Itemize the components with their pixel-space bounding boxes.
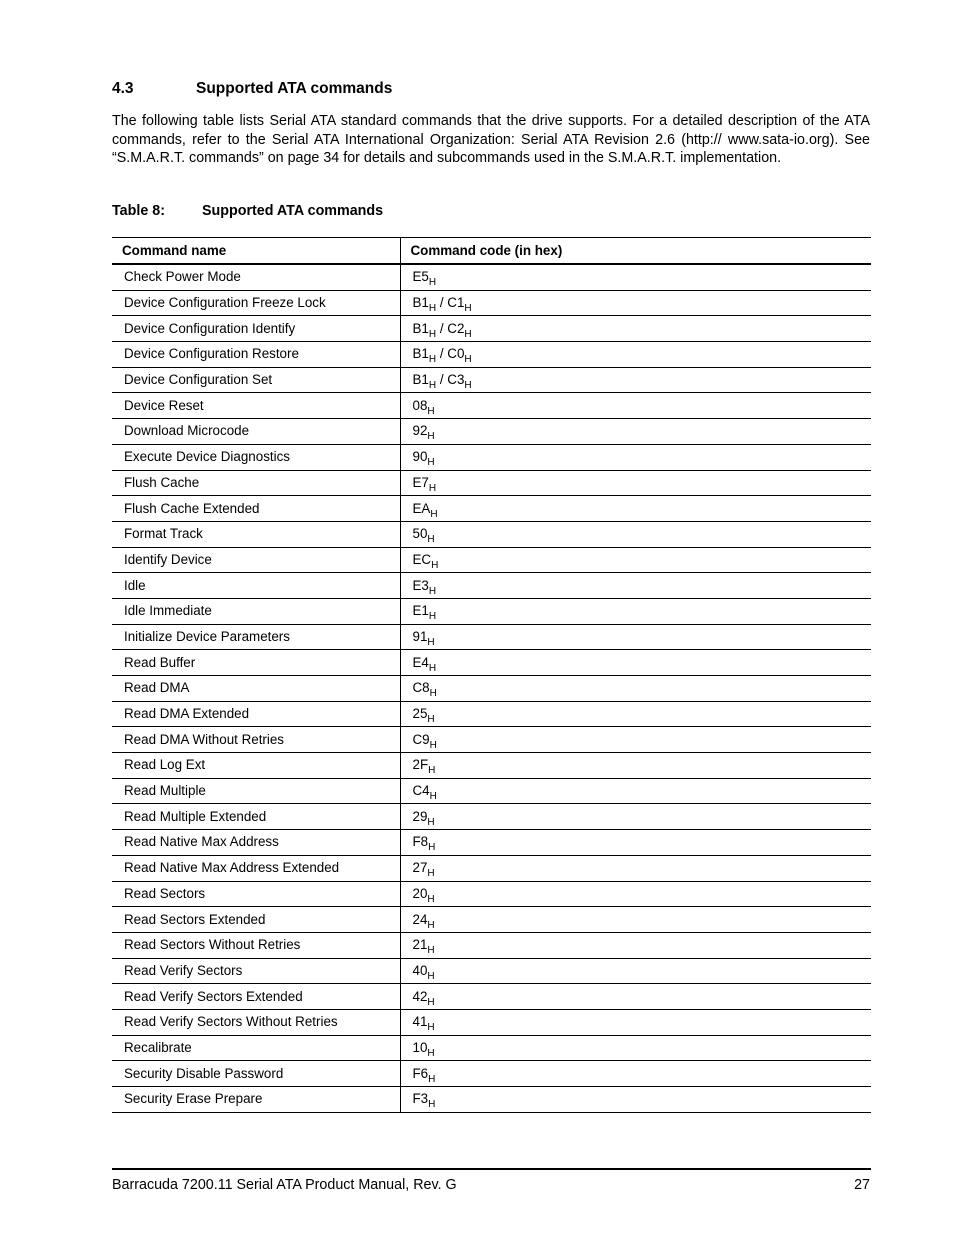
command-code-value: E1 (412, 603, 429, 619)
command-code-cell (400, 676, 871, 702)
command-code-value: 21 (412, 937, 428, 953)
command-code-cell (400, 753, 871, 779)
table-row (112, 444, 871, 470)
hex-suffix: H (427, 457, 435, 469)
command-name-cell: Read Native Max Address Extended (112, 855, 400, 881)
command-code-value: 42 (412, 988, 428, 1004)
table-row (112, 624, 871, 650)
command-code-cell (400, 470, 871, 496)
command-code-value: C8 (412, 680, 430, 696)
hex-suffix: H (428, 842, 436, 854)
section-title: Supported ATA commands (196, 80, 393, 97)
command-code-value: 2F (412, 757, 429, 773)
command-name-cell: Format Track (112, 521, 400, 547)
command-code-value: B1 (412, 320, 429, 336)
command-code-value: 41 (412, 1014, 428, 1030)
command-code-cell (400, 547, 871, 573)
command-code-value: 90 (412, 449, 428, 465)
table-row (112, 264, 871, 290)
table-row (112, 753, 871, 779)
command-code-value: F8 (412, 834, 429, 850)
command-name-cell: Download Microcode (112, 419, 400, 445)
hex-suffix: H (429, 791, 437, 803)
table-caption (112, 203, 383, 219)
command-code-cell (400, 804, 871, 830)
command-code-cell (400, 1061, 871, 1087)
hex-suffix: H (464, 354, 472, 366)
command-code-cell (400, 290, 871, 316)
hex-suffix: H (428, 354, 437, 366)
hex-suffix: H (428, 765, 436, 777)
command-code-cell (400, 701, 871, 727)
hex-suffix: H (428, 328, 437, 340)
hex-suffix: H (429, 688, 437, 700)
hex-suffix: H (428, 380, 437, 392)
command-code-value: EC (412, 551, 432, 567)
command-name-cell: Idle Immediate (112, 598, 400, 624)
ata-commands-table (112, 237, 871, 1113)
table-row (112, 1035, 871, 1061)
hex-suffix: H (428, 585, 437, 597)
hex-suffix: H (431, 559, 439, 571)
command-code-cell (400, 958, 871, 984)
table-header-row (112, 238, 871, 265)
command-code-cell (400, 367, 871, 393)
command-name-cell: Read Sectors Extended (112, 907, 400, 933)
command-name-cell: Identify Device (112, 547, 400, 573)
hex-suffix: H (427, 534, 435, 546)
table-row (112, 290, 871, 316)
hex-suffix: H (427, 636, 435, 648)
command-name-cell: Device Configuration Set (112, 367, 400, 393)
command-code-value: 08 (412, 397, 428, 413)
command-name-cell: Recalibrate (112, 1035, 400, 1061)
hex-suffix: H (427, 1022, 435, 1034)
command-name-cell: Device Reset (112, 393, 400, 419)
command-name-cell: Check Power Mode (112, 264, 400, 290)
command-code-cell (400, 984, 871, 1010)
command-code-value: / C1 (436, 295, 465, 311)
command-code-value: / C0 (436, 346, 465, 362)
section-heading (112, 80, 392, 98)
header-command-code: Command code (in hex) (400, 238, 871, 265)
command-code-cell (400, 932, 871, 958)
command-code-value: 92 (412, 423, 428, 439)
table-row (112, 419, 871, 445)
table-row (112, 907, 871, 933)
command-name-cell: Read DMA Extended (112, 701, 400, 727)
command-code-cell (400, 264, 871, 290)
table-row (112, 521, 871, 547)
hex-suffix: H (427, 816, 435, 828)
table-row (112, 958, 871, 984)
command-code-value: E3 (412, 577, 429, 593)
command-code-value: B1 (412, 346, 429, 362)
hex-suffix: H (429, 739, 437, 751)
table-row (112, 470, 871, 496)
command-code-value: E4 (412, 654, 429, 670)
command-code-value: E7 (412, 474, 429, 490)
command-code-cell (400, 727, 871, 753)
command-code-cell (400, 907, 871, 933)
footer-divider (112, 1168, 871, 1170)
command-code-value: / C3 (436, 372, 465, 388)
command-name-cell: Read Buffer (112, 650, 400, 676)
hex-suffix: H (428, 1099, 436, 1111)
table-row (112, 778, 871, 804)
command-name-cell: Read Log Ext (112, 753, 400, 779)
command-code-cell (400, 419, 871, 445)
command-name-cell: Security Disable Password (112, 1061, 400, 1087)
hex-suffix: H (427, 919, 435, 931)
table-row (112, 804, 871, 830)
header-command-name: Command name (112, 238, 400, 265)
hex-suffix: H (428, 303, 437, 315)
command-name-cell: Initialize Device Parameters (112, 624, 400, 650)
command-name-cell: Read DMA (112, 676, 400, 702)
table-row (112, 727, 871, 753)
command-code-value: F3 (412, 1091, 429, 1107)
command-code-value: 27 (412, 860, 428, 876)
table-row (112, 1061, 871, 1087)
table-row (112, 932, 871, 958)
command-code-value: B1 (412, 295, 429, 311)
command-name-cell: Read Sectors Without Retries (112, 932, 400, 958)
table-row (112, 1009, 871, 1035)
hex-suffix: H (427, 868, 435, 880)
hex-suffix: H (427, 1047, 435, 1059)
table-row (112, 1087, 871, 1113)
hex-suffix: H (464, 303, 472, 315)
command-code-value: EA (412, 500, 431, 516)
command-code-value: C9 (412, 731, 430, 747)
command-name-cell: Device Configuration Restore (112, 342, 400, 368)
command-code-cell (400, 881, 871, 907)
hex-suffix: H (464, 328, 472, 340)
command-code-cell (400, 1035, 871, 1061)
hex-suffix: H (427, 714, 435, 726)
command-code-cell (400, 624, 871, 650)
hex-suffix: H (427, 893, 435, 905)
hex-suffix: H (428, 482, 437, 494)
table-row (112, 393, 871, 419)
command-name-cell: Read Verify Sectors Without Retries (112, 1009, 400, 1035)
command-code-cell (400, 573, 871, 599)
hex-suffix: H (428, 1073, 436, 1085)
command-name-cell: Flush Cache Extended (112, 496, 400, 522)
hex-suffix: H (428, 277, 437, 289)
command-code-value: B1 (412, 372, 429, 388)
command-name-cell: Security Erase Prepare (112, 1087, 400, 1113)
command-name-cell: Read Verify Sectors Extended (112, 984, 400, 1010)
command-name-cell: Flush Cache (112, 470, 400, 496)
command-code-cell (400, 316, 871, 342)
command-code-value: 10 (412, 1039, 428, 1055)
command-name-cell: Idle (112, 573, 400, 599)
hex-suffix: H (427, 996, 435, 1008)
table-row (112, 316, 871, 342)
command-name-cell: Read Multiple (112, 778, 400, 804)
command-name-cell: Execute Device Diagnostics (112, 444, 400, 470)
hex-suffix: H (430, 508, 438, 520)
command-name-cell: Read DMA Without Retries (112, 727, 400, 753)
section-number: 4.3 (112, 80, 134, 97)
command-code-value: 25 (412, 706, 428, 722)
command-name-cell: Read Multiple Extended (112, 804, 400, 830)
command-code-value: E5 (412, 269, 429, 285)
command-code-value: / C2 (436, 320, 465, 336)
table-caption-title: Supported ATA commands (202, 203, 384, 219)
table-body (112, 264, 871, 1112)
table-row (112, 881, 871, 907)
hex-suffix: H (464, 380, 472, 392)
table-caption-label: Table 8: (112, 203, 165, 219)
hex-suffix: H (427, 945, 435, 957)
table-row (112, 342, 871, 368)
table-row (112, 676, 871, 702)
command-code-cell (400, 342, 871, 368)
command-code-value: 29 (412, 808, 428, 824)
intro-paragraph: The following table lists Serial ATA standard commands that the drive supports. For a detailed description of the ATA commands, refer to the Serial ATA International Organization: Serial ATA Revision 2.6 (http:// www.sata-io.org). See “S.M.A.R.T. commands” on page 34 for details and subcommands used in the S.M.A.R.T. implementation. (112, 113, 870, 167)
table-row (112, 830, 871, 856)
command-code-cell (400, 496, 871, 522)
command-code-cell (400, 1009, 871, 1035)
table-row (112, 496, 871, 522)
footer-page-number: 27 (854, 1177, 870, 1193)
table-row (112, 598, 871, 624)
hex-suffix: H (427, 405, 435, 417)
hex-suffix: H (428, 611, 437, 623)
command-code-cell (400, 393, 871, 419)
command-code-cell (400, 1087, 871, 1113)
command-code-cell (400, 650, 871, 676)
command-code-cell (400, 855, 871, 881)
command-name-cell: Device Configuration Identify (112, 316, 400, 342)
command-code-value: C4 (412, 783, 430, 799)
command-code-cell (400, 598, 871, 624)
command-code-value: 50 (412, 526, 428, 542)
command-name-cell: Read Native Max Address (112, 830, 400, 856)
command-code-cell (400, 521, 871, 547)
table-row (112, 547, 871, 573)
command-code-cell (400, 778, 871, 804)
table-row (112, 367, 871, 393)
table-row (112, 650, 871, 676)
command-code-value: F6 (412, 1065, 429, 1081)
command-code-cell (400, 830, 871, 856)
command-name-cell: Device Configuration Freeze Lock (112, 290, 400, 316)
command-code-value: 20 (412, 885, 428, 901)
table-row (112, 984, 871, 1010)
command-code-value: 91 (412, 628, 428, 644)
command-code-value: 24 (412, 911, 428, 927)
command-name-cell: Read Sectors (112, 881, 400, 907)
hex-suffix: H (427, 431, 435, 443)
command-name-cell: Read Verify Sectors (112, 958, 400, 984)
command-code-value: 40 (412, 962, 428, 978)
table-row (112, 855, 871, 881)
table-row (112, 701, 871, 727)
footer-manual-title: Barracuda 7200.11 Serial ATA Product Manual, Rev. G (112, 1177, 457, 1193)
hex-suffix: H (428, 662, 437, 674)
table-row (112, 573, 871, 599)
hex-suffix: H (427, 970, 435, 982)
command-code-cell (400, 444, 871, 470)
